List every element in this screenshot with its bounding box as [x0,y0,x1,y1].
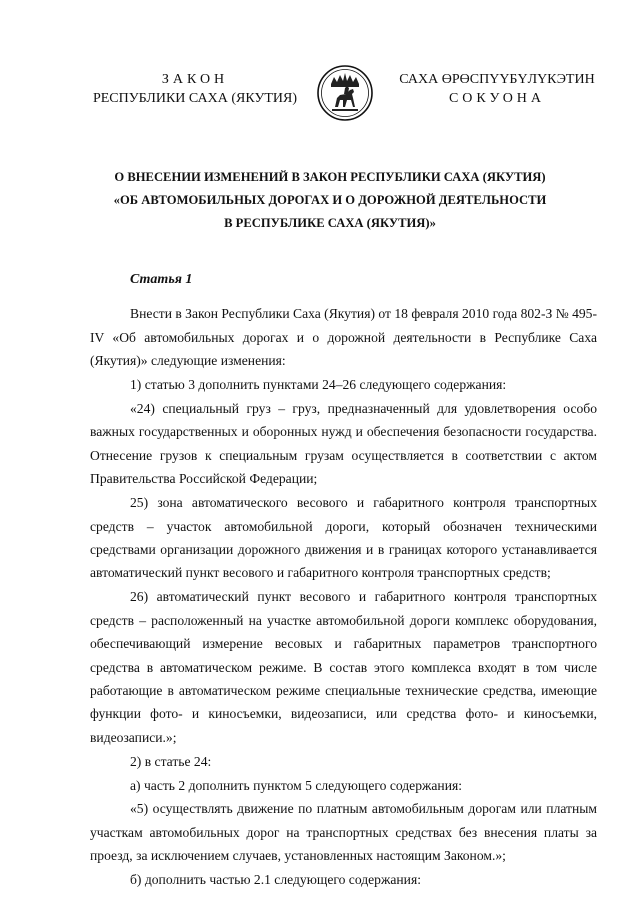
paragraph: а) часть 2 дополнить пунктом 5 следующего содержания: [130,777,463,793]
paragraph: 2) в статье 24: [130,753,212,769]
paragraph: «24) специальный груз – груз, предназначенный для удовлетворения особо важных государственных и оборонных нужд и обеспечения безопасности государства. Отнесение грузов к специальным грузам осуществляется в соответствии с актом Правительства Российской Федерации; [90,401,597,487]
document-body [90,268,597,892]
paragraph: «5) осуществлять движение по платным автомобильным дорогам или платным участкам автомобильных дорог на транспортных средствах без внесения платы за проезд, за исключением случаев, установленных настоящим Законом.»; [90,801,597,864]
paragraph: 25) зона автоматического весового и габаритного контроля транспортных средств – участок автомобильной дороги, который обозначен техническими средствами организации дорожного движения и в границах которого устанавливается автоматический пункт весового и габаритного контроля транспортных средств; [90,495,597,581]
title-line: О ВНЕСЕНИИ ИЗМЕНЕНИЙ В ЗАКОН РЕСПУБЛИКИ САХА (ЯКУТИЯ) [114,170,546,184]
header-right [392,70,602,108]
paragraph: 1) статью 3 дополнить пунктами 24–26 следующего содержания: [130,377,507,393]
document-title [60,166,600,235]
paragraph: 26) автоматический пункт весового и габаритного контроля транспортных средств – расположенный на участке автомобильной дороги комплекс оборудования, обеспечивающий измерение весовых и габаритных параметров транспортного средства в автоматическом режиме. В состав этого комплекса входят в том числе работающие в автоматическом режиме специальные технические средства, имеющие функции фото- и киносъемки, видеозаписи, или средства фото- и киносъемки, видеозаписи.»; [90,589,597,745]
coat-of-arms-icon [316,64,374,122]
header-left [90,70,300,108]
article-heading: Статья 1 [130,272,193,287]
law-label: ЗАКОН [161,72,229,87]
title-line: В РЕСПУБЛИКЕ САХА (ЯКУТИЯ)» [224,216,436,230]
title-line: «ОБ АВТОМОБИЛЬНЫХ ДОРОГАХ И О ДОРОЖНОЙ ДЕЯТЕЛЬНОСТИ [113,193,547,207]
law-label-yakut: СОКУОНА [448,91,546,106]
republic-name: РЕСПУБЛИКИ САХА (ЯКУТИЯ) [92,91,298,106]
paragraph: Внести в Закон Республики Саха (Якутия) от 18 февраля 2010 года 802-З № 495-IV «Об автомобильных дорогах и о дорожной деятельности в Республике Саха (Якутия)» следующие изменения: [90,306,597,369]
paragraph: б) дополнить частью 2.1 следующего содержания: [130,872,421,888]
republic-name-yakut: САХА ӨРӨСПҮҮБҮЛҮКЭТИН [399,72,595,87]
